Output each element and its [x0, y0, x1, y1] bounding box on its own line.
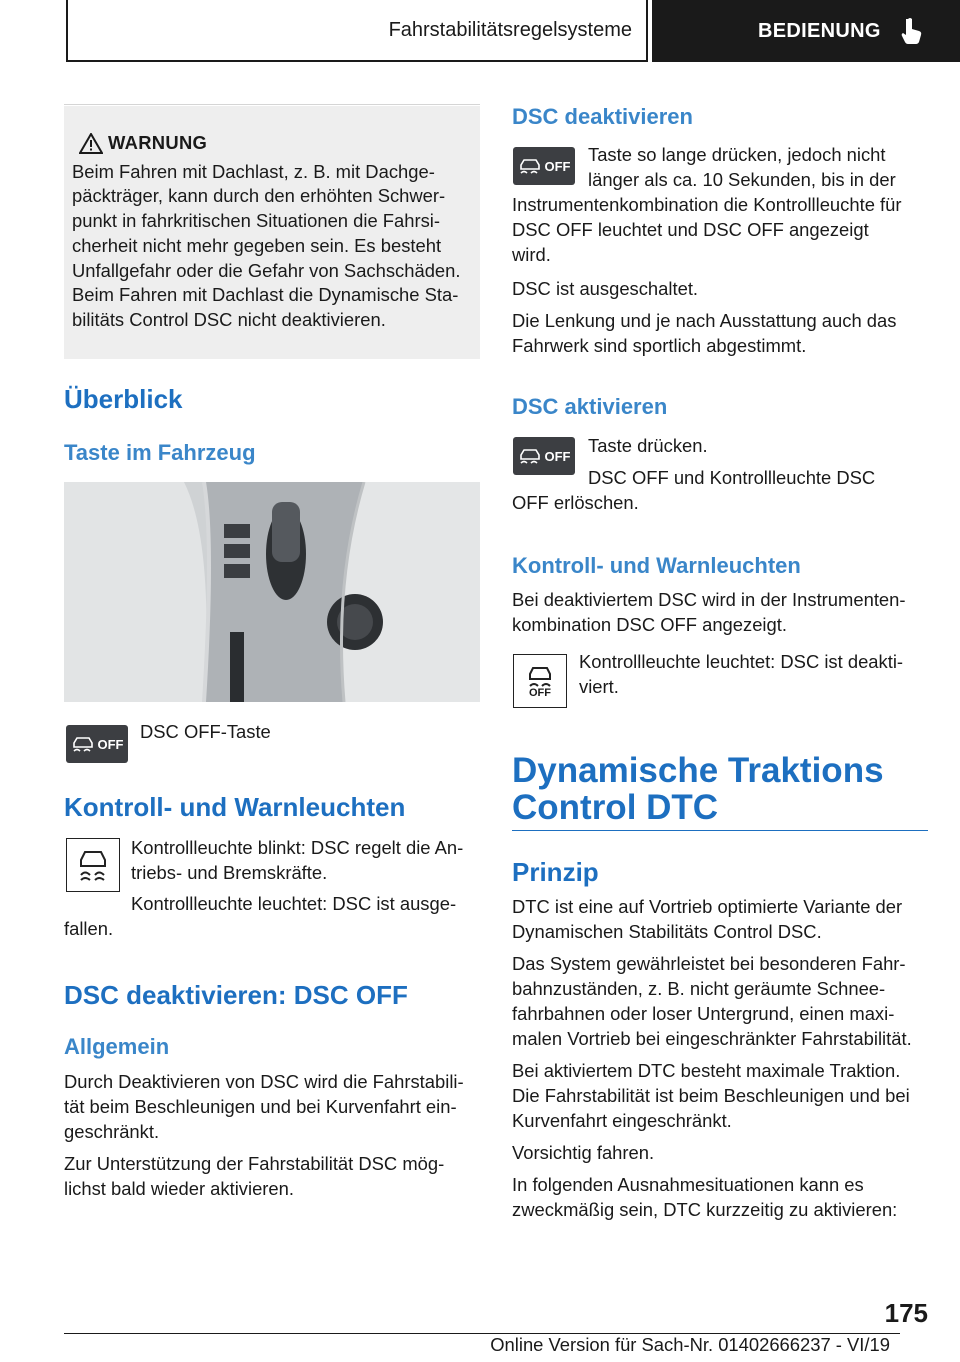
lamp-blinkt-line: Kontrollleuchte blinkt: DSC regelt die An‐ — [131, 837, 464, 858]
dsc-warning-lamp — [66, 838, 120, 892]
prinzip-line: DTC ist eine auf Vortrieb optimierte Variante der — [512, 896, 903, 917]
lamp-leuchtet-line: Kontrollleuchte leuchtet: DSC ist ausge‐ — [131, 893, 457, 914]
warning-line: Beim Fahren mit Dachlast, z. B. mit Dachge‐ — [72, 160, 435, 182]
ausgeschaltet-text: DSC ist ausgeschaltet. — [512, 278, 699, 299]
button-off-label: OFF — [97, 736, 124, 752]
warning-line: bilitäts Control DSC nicht deaktivieren. — [72, 308, 386, 330]
deaktivieren-line: DSC OFF leuchtet und DSC OFF angezeigt — [512, 219, 869, 240]
vehicle-console-photo — [64, 482, 480, 702]
lenkung-line: Fahrwerk sind sportlich abgestimmt. — [512, 335, 807, 356]
prinzip-line: Dynamischen Stabilitäts Control DSC. — [512, 921, 822, 942]
heading-dsc-aktivieren: DSC aktivieren — [512, 394, 668, 419]
button-off-label: OFF — [544, 448, 571, 464]
warning-line: punkt in fahrkritischen Situationen die Fahrsi‐ — [72, 210, 441, 232]
section-title: Fahrstabilitätsregelsysteme — [388, 18, 632, 41]
warning-line: Beim Fahren mit Dachlast die Dynamische Sta‐ — [72, 284, 459, 306]
warning-triangle-icon — [79, 133, 103, 154]
deaktivieren-line: wird. — [512, 244, 551, 265]
header-section-title — [66, 0, 648, 62]
car-skid-icon — [518, 446, 542, 466]
dsc-off-button-image — [513, 437, 575, 475]
deaktiviertem-line: Bei deaktiviertem DSC wird in der Instrumenten‐ — [512, 589, 906, 610]
aktiviertem-line: Kurvenfahrt eingeschränkt. — [512, 1110, 732, 1131]
heading-dsc-off: DSC deaktivieren: DSC OFF — [64, 980, 408, 1010]
deaktivieren-line: länger als ca. 10 Sekunden, bis in der — [588, 169, 896, 190]
unterstuetzung-line: Zur Unterstützung der Fahrstabilität DSC mög‐ — [64, 1153, 445, 1174]
heading-dtc-line: Control DTC — [512, 788, 719, 827]
lamp-deaktiviert-line: Kontrollleuchte leuchtet: DSC ist deakti‐ — [579, 651, 904, 672]
heading-underline — [512, 830, 928, 831]
taste-druecken-text: Taste drücken. — [588, 435, 708, 456]
heading-taste-im-fahrzeug: Taste im Fahrzeug — [64, 440, 256, 465]
heading-dtc — [512, 752, 884, 826]
car-skid-icon — [518, 156, 542, 176]
hand-pointer-icon — [899, 17, 925, 45]
system-line: malen Vortrieb bei eingeschränkter Fahrstabilität. — [512, 1028, 912, 1049]
lamp-deaktiviert-line: viert. — [579, 676, 619, 697]
heading-dsc-deaktivieren: DSC deaktivieren — [512, 104, 693, 129]
system-line: bahnzuständen, z. B. nicht geräumte Schnee‐ — [512, 978, 886, 999]
allgemein-line: tät beim Beschleunigen und bei Kurvenfahrt ein‐ — [64, 1096, 457, 1117]
aktiviertem-line: Die Fahrstabilität ist beim Beschleunigen und bei — [512, 1085, 910, 1106]
aktiviertem-line: Bei aktiviertem DTC besteht maximale Traktion. — [512, 1060, 901, 1081]
dsc-off-button-image — [513, 147, 575, 185]
heading-allgemein: Allgemein — [64, 1034, 170, 1059]
unterstuetzung-line: lichst bald wieder aktivieren. — [64, 1178, 294, 1199]
warning-title: WARNUNG — [108, 132, 208, 153]
heading-ueberblick: Überblick — [64, 384, 183, 414]
heading-dtc-line: Dynamische Traktions — [512, 751, 884, 790]
allgemein-line: Durch Deaktivieren von DSC wird die Fahrstabili‐ — [64, 1071, 464, 1092]
lamp-off-label: OFF — [529, 686, 551, 699]
warning-box — [64, 104, 480, 359]
system-line: Das System gewährleistet bei besonderen Fahr‐ — [512, 953, 906, 974]
dsc-off-button-image — [66, 725, 128, 763]
heading-kontroll-warnleuchten-right: Kontroll- und Warnleuchten — [512, 553, 801, 578]
allgemein-line: geschränkt. — [64, 1121, 160, 1142]
lamp-leuchtet-line: fallen. — [64, 918, 114, 939]
vorsichtig-text: Vorsichtig fahren. — [512, 1142, 655, 1163]
car-skid-lamp-icon — [526, 664, 554, 688]
erloeschen-line: DSC OFF und Kontrollleuchte DSC — [588, 467, 876, 488]
chapter-title: BEDIENUNG — [758, 19, 881, 42]
deaktivieren-line: Taste so lange drücken, jedoch nicht — [588, 144, 886, 165]
heading-prinzip: Prinzip — [512, 857, 599, 887]
warning-line: cherheit nicht mehr gegeben sein. Es besteht — [72, 234, 442, 256]
footer-online-version: Online Version für Sach-Nr. 01402666237 - VI/19 — [490, 1334, 890, 1355]
header-chapter — [652, 0, 960, 62]
lamp-blinkt-line: triebs- und Bremskräfte. — [131, 862, 328, 883]
ausnahme-line: In folgenden Ausnahmesituationen kann es — [512, 1174, 864, 1195]
warning-line: päckträger, kann durch den erhöhten Schwer‐ — [72, 185, 446, 207]
deaktivieren-line: Instrumentenkombination die Kontrollleuchte für — [512, 194, 902, 215]
warning-line: Unfallgefahr oder die Gefahr von Sachschäden. — [72, 259, 461, 281]
lenkung-line: Die Lenkung und je nach Ausstattung auch das — [512, 310, 897, 331]
ausnahme-line: zweckmäßig sein, DTC kurzzeitig zu aktivieren: — [512, 1199, 898, 1220]
car-skid-icon — [71, 734, 95, 754]
car-skid-lamp-icon — [76, 847, 110, 883]
dsc-off-lamp — [513, 654, 567, 708]
erloeschen-line: OFF erlöschen. — [512, 492, 639, 513]
deaktiviertem-line: kombination DSC OFF angezeigt. — [512, 614, 787, 635]
system-line: fahrbahnen oder loser Untergrund, einen maxi‐ — [512, 1003, 895, 1024]
heading-kontroll-warnleuchten: Kontroll- und Warnleuchten — [64, 792, 406, 822]
caption-dsc-off-taste: DSC OFF-Taste — [140, 721, 271, 742]
page-number: 175 — [884, 1298, 928, 1328]
button-off-label: OFF — [544, 158, 571, 174]
